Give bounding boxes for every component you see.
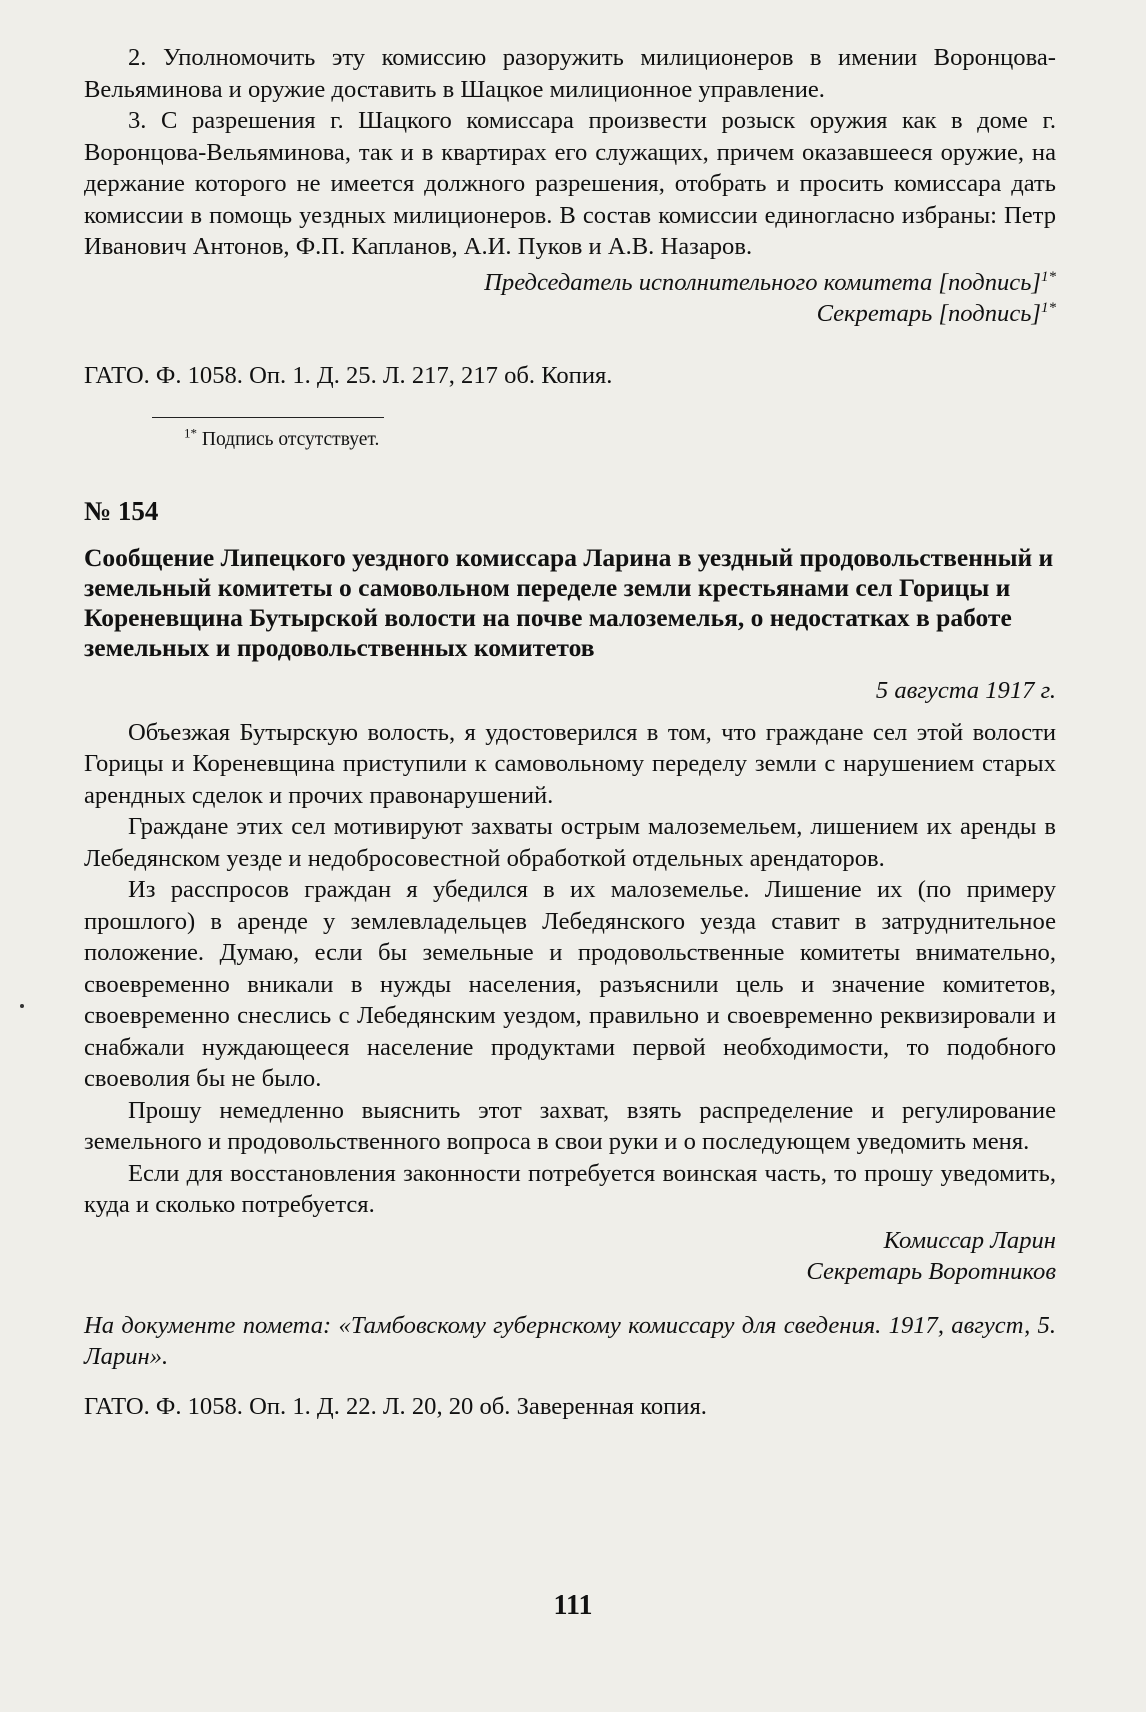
page-number: 111 [553, 1590, 593, 1621]
document-note: На документе помета: «Тамбовскому губернскому комиссару для сведения. 1917, август, 5. Ларин». [84, 1311, 1056, 1370]
archive-reference-1: ГАТО. Ф. 1058. Оп. 1. Д. 25. Л. 217, 217 об. Копия. [84, 361, 613, 389]
footnote-divider [152, 417, 384, 418]
body-paragraph: Граждане этих сел мотивируют захваты острым малоземельем, лишением их аренды в Лебедянском уезде и недобросовестной обработкой отдельных арендаторов. [84, 813, 1056, 872]
footnote-ref: 1* [1041, 268, 1056, 285]
body-paragraph: Объезжая Бутырскую волость, я удостоверился в том, что граждане сел этой волости Горицы и Кореневщина приступили к самовольному переделу земли с нарушением старых арендных сделок и прочих правонарушений. [84, 718, 1056, 809]
document-title: Сообщение Липецкого уездного комиссара Ларина в уездный продовольственный и земельный комитеты о самовольном переделе земли крестьянами сел Горицы и Кореневщина Бутырской волости на почве малоземелья, о недостатках в работе земельных и продовольственных комитетов [84, 543, 1054, 662]
document-date: 5 августа 1917 г. [875, 677, 1056, 704]
signature-secretary: Секретарь [подпись]$^{1*}$ [816, 299, 1056, 327]
footnote-ref: 1* [1041, 299, 1056, 316]
signature-chair: Председатель исполнительного комитета [подпись]$^{1*}$ [484, 268, 1056, 296]
body-paragraph: Из расспросов граждан я убедился в их малоземелье. Лишение их (по примеру прошлого) в аренде у землевладельцев Лебедянского уезда ставит в затруднительное положение. Думаю, если бы земельные и продовольственные комитеты внимательно, своевременно вникали в нужды населения, разъяснили цель и значение комитетов, своевременно снеслись с Лебедянским уездом, правильно и своевременно реквизировали и снабжали нуждающееся население продуктами первой необходимости, то подобного своеволия бы не было. [84, 876, 1056, 1092]
item-2-paragraph: 2. Уполномочить эту комиссию разоружить милиционеров в имении Воронцова-Вельяминова и оружие доставить в Шацкое милиционное управление. [84, 44, 1056, 103]
item-3-paragraph: 3. С разрешения г. Шацкого комиссара произвести розыск оружия как в доме г. Воронцова-Вельяминова, так и в квартирах его служащих, причем оказавшееся оружие, на держание которого не имеется должного разрешения, отобрать и просить комиссара дать комиссии в помощь уездных милиционеров. В состав комиссии единогласно избраны: Петр Иванович Антонов, Ф.П. Капланов, А.И. Пуков и А.В. Назаров. [84, 107, 1056, 260]
page-body [84, 42, 1056, 1422]
signature-block-1 [84, 267, 1056, 330]
scan-speck [20, 1004, 24, 1008]
body-paragraph: Прошу немедленно выяснить этот захват, взять распределение и регулирование земельного и продовольственного вопроса в свои руки и о последующем уведомить меня. [84, 1096, 1056, 1155]
document-number: № 154 [84, 495, 159, 526]
signature-block-2 [84, 1225, 1056, 1288]
archive-reference-2: ГАТО. Ф. 1058. Оп. 1. Д. 22. Л. 20, 20 об. Заверенная копия. [84, 1392, 707, 1420]
signature-commissar: Комиссар Ларин [883, 1226, 1056, 1254]
signature-secretary-2: Секретарь Воротников [806, 1258, 1056, 1285]
body-paragraph: Если для восстановления законности потребуется воинская часть, то прошу уведомить, куда и сколько потребуется. [84, 1159, 1056, 1218]
footnote: $^{1*}$ Подпись отсутствует. [184, 425, 380, 450]
